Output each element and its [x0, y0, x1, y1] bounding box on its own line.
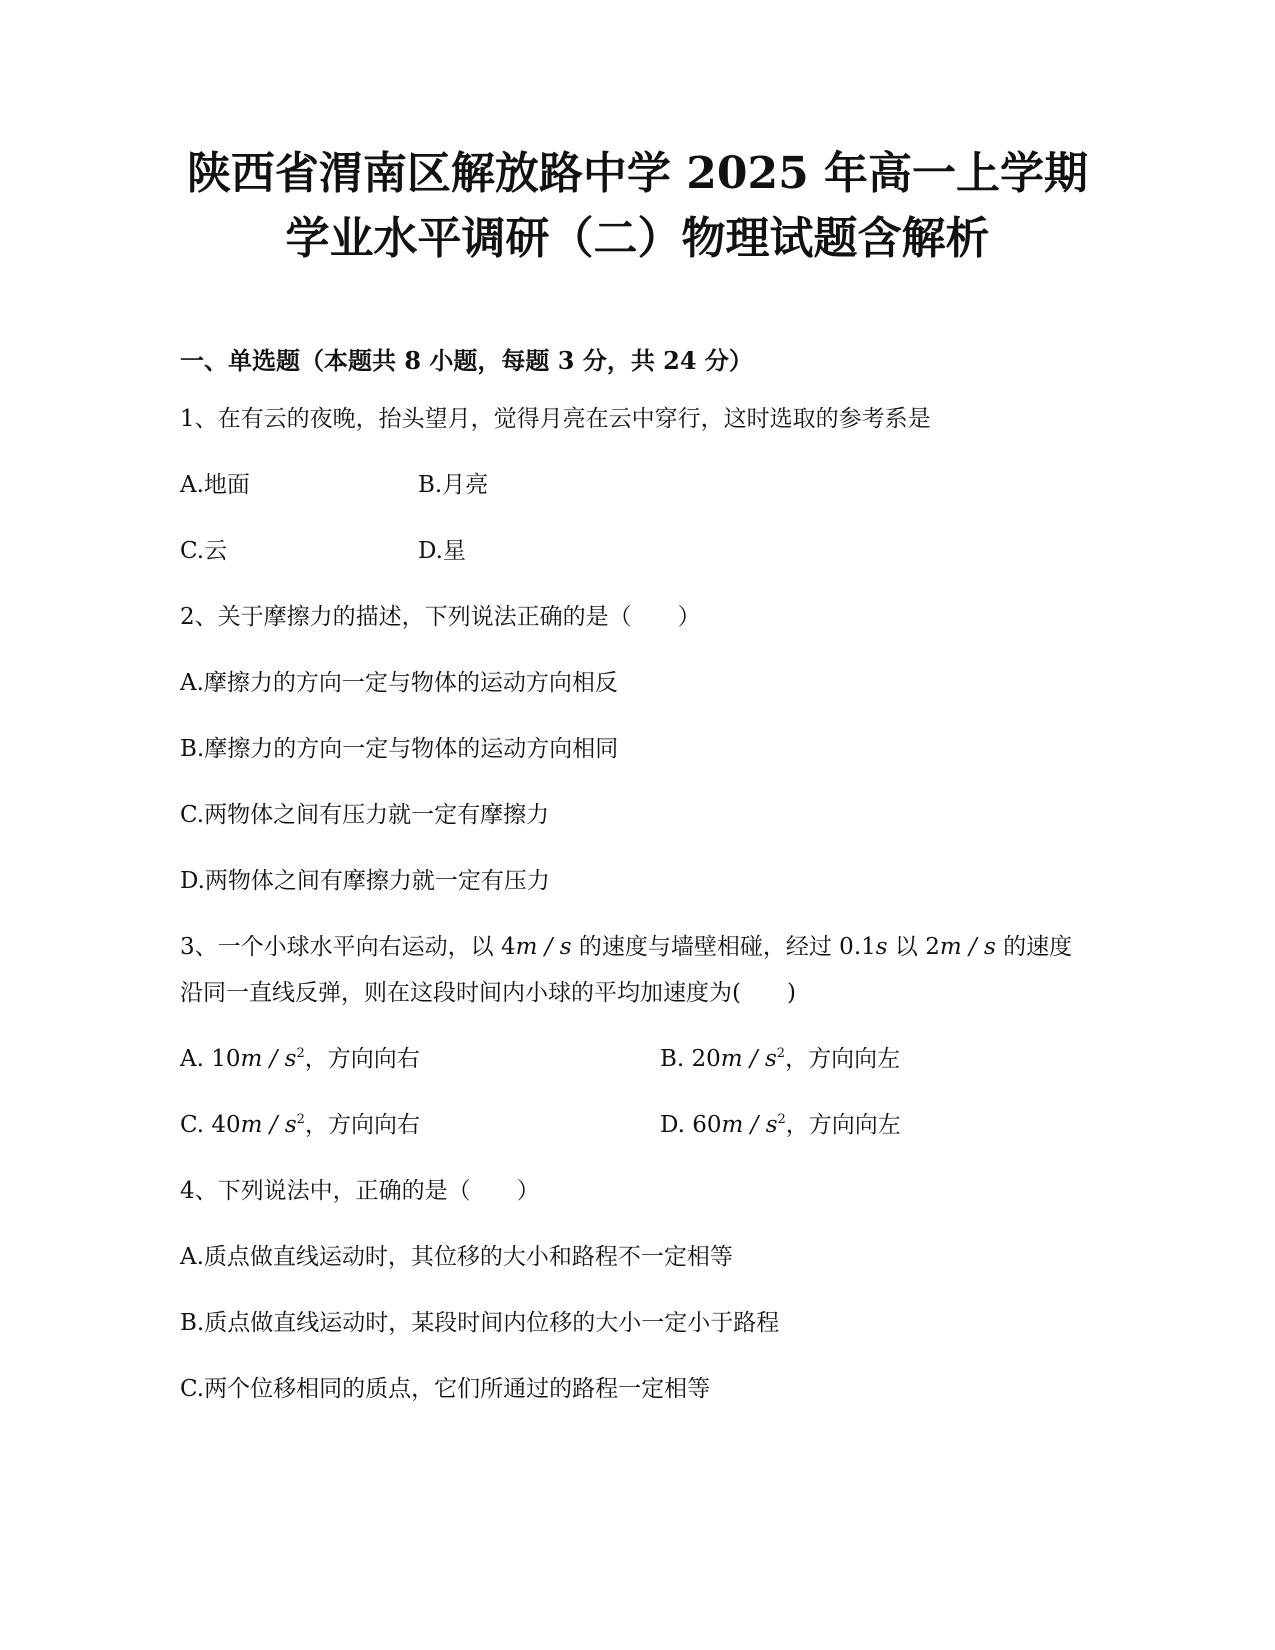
- question-3-option-c: [180, 1110, 420, 1140]
- question-2-option-a: A.摩擦力的方向一定与物体的运动方向相反: [180, 670, 618, 696]
- question-1-option-b: B.月亮: [418, 472, 489, 498]
- question-2-option-b: B.摩擦力的方向一定与物体的运动方向相同: [180, 736, 619, 762]
- question-4-option-c: C.两个位移相同的质点，它们所通过的路程一定相等: [180, 1376, 711, 1402]
- question-3-option-a: [180, 1044, 420, 1074]
- acceleration-unit: m / s: [240, 1046, 297, 1072]
- unit-exponent: 2: [296, 1112, 305, 1127]
- question-3-option-b: [660, 1044, 900, 1074]
- question-3-stem-text: 3、一个小球水平向右运动，以 4: [180, 934, 516, 960]
- question-1-option-a: A.地面: [180, 472, 250, 498]
- question-2-option-c: C.两物体之间有压力就一定有摩擦力: [180, 802, 550, 828]
- question-2-option-d: D.两物体之间有摩擦力就一定有压力: [180, 868, 550, 894]
- option-direction: ，方向向右: [304, 1046, 420, 1072]
- question-1-option-c: C.云: [180, 538, 228, 564]
- document-title-line-1: 陕西省渭南区解放路中学 2025 年高一上学期: [186, 148, 1089, 199]
- velocity-unit: m / s: [939, 934, 996, 960]
- question-3-option-d: [660, 1110, 901, 1140]
- option-value: C. 40: [180, 1112, 241, 1138]
- question-4-stem: 4、下列说法中，正确的是（ ）: [180, 1178, 540, 1204]
- unit-exponent: 2: [777, 1112, 786, 1127]
- question-3-stem-line-2: 沿同一直线反弹，则在这段时间内小球的平均加速度为( ): [180, 980, 796, 1006]
- question-1-stem: 1、在有云的夜晚，抬头望月，觉得月亮在云中穿行，这时选取的参考系是: [180, 406, 931, 432]
- time-unit: s: [875, 934, 888, 960]
- unit-exponent: 2: [296, 1046, 305, 1061]
- section-heading: 一、单选题（本题共 8 小题，每题 3 分，共 24 分）: [180, 346, 753, 375]
- option-value: A. 10: [180, 1046, 241, 1072]
- option-value: B. 20: [660, 1046, 721, 1072]
- question-3-stem-text: 以 2: [887, 934, 940, 960]
- question-4-option-b: B.质点做直线运动时，某段时间内位移的大小一定小于路程: [180, 1310, 780, 1336]
- acceleration-unit: m / s: [721, 1112, 778, 1138]
- question-3-stem-text: 的速度: [995, 934, 1073, 960]
- acceleration-unit: m / s: [240, 1112, 297, 1138]
- option-direction: ，方向向右: [304, 1112, 420, 1138]
- option-direction: ，方向向左: [785, 1112, 901, 1138]
- question-2-stem: 2、关于摩擦力的描述，下列说法正确的是（ ）: [180, 604, 701, 630]
- option-direction: ，方向向左: [785, 1046, 901, 1072]
- acceleration-unit: m / s: [720, 1046, 777, 1072]
- question-4-option-a: A.质点做直线运动时，其位移的大小和路程不一定相等: [180, 1244, 733, 1270]
- option-value: D. 60: [660, 1112, 722, 1138]
- question-1-option-d: D.星: [418, 538, 466, 564]
- document-title-line-2: 学业水平调研（二）物理试题含解析: [285, 213, 990, 264]
- unit-exponent: 2: [776, 1046, 786, 1061]
- question-3-stem-line-1: [180, 932, 1072, 962]
- velocity-unit: m / s: [515, 934, 572, 960]
- question-3-stem-text: 的速度与墙壁相碰，经过 0.1: [571, 934, 876, 960]
